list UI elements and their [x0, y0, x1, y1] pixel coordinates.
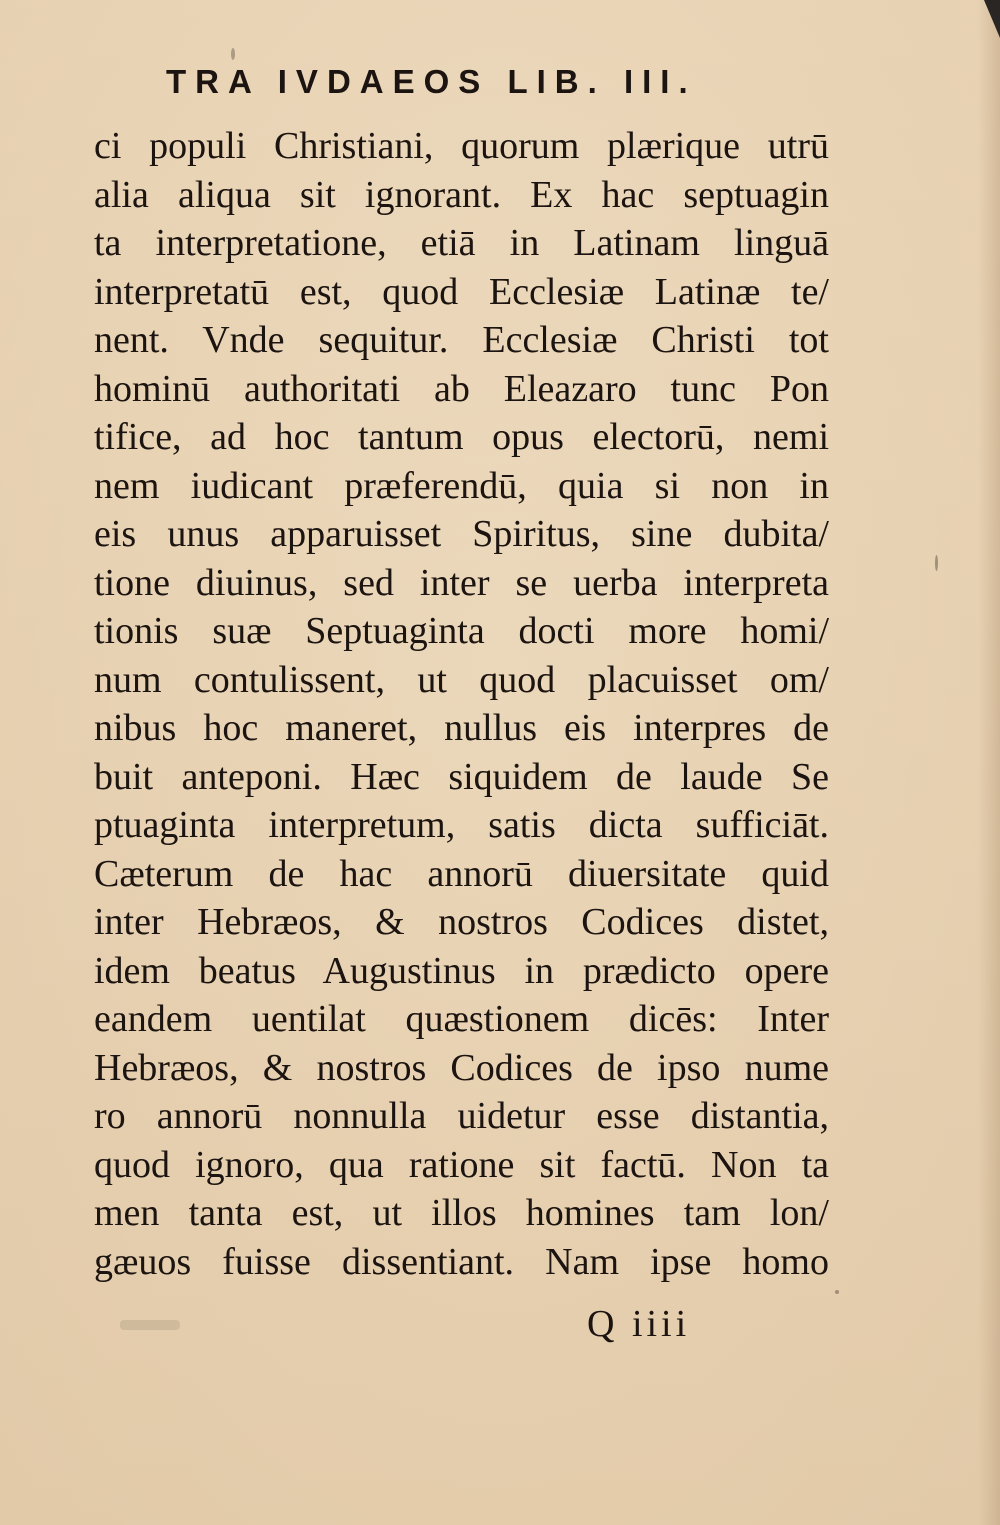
text-line: alia aliqua sit ignorant. Ex hac septuagin [94, 173, 829, 216]
ink-speck [835, 1290, 839, 1294]
text-line: hominū authoritati ab Eleazaro tunc Pon [94, 367, 829, 410]
text-line: tifice, ad hoc tantum opus electorū, nemi [94, 416, 829, 458]
signature-mark: Q iiii [587, 1303, 691, 1345]
text-line: Hebræos, & nostros Codices de ipso nume [94, 1046, 829, 1089]
text-line: num contulissent, ut quod placuisset om/ [94, 658, 829, 701]
text-line: ptuaginta interpretum, satis dicta sufficiāt. [94, 804, 829, 846]
text-line: Cæterum de hac annorū diuersitate quid [94, 852, 829, 895]
text-line: nent. Vnde sequitur. Ecclesiæ Christi tot [94, 319, 829, 361]
text-line: tionis suæ Septuaginta docti more homi/ [94, 610, 829, 652]
torn-corner [984, 0, 1000, 38]
body-text [94, 122, 829, 1286]
text-line: eandem uentilat quæstionem dicēs: Inter [94, 998, 829, 1040]
text-line: nibus hoc maneret, nullus eis interpres de [94, 707, 829, 749]
text-line: interpretatū est, quod Ecclesiæ Latinæ te/ [94, 270, 829, 313]
ink-speck [935, 555, 938, 571]
text-line: men tanta est, ut illos homines tam lon/ [94, 1192, 829, 1234]
text-line: inter Hebræos, & nostros Codices distet, [94, 901, 829, 943]
page-edge-shadow [978, 0, 1000, 1525]
text-line: idem beatus Augustinus in prædicto opere [94, 949, 829, 992]
running-head: TRA IVDAEOS LIB. III. [166, 63, 697, 100]
ink-speck [120, 1320, 180, 1330]
text-line: buit anteponi. Hæc siquidem de laude Se [94, 755, 829, 798]
text-line: eis unus apparuisset Spiritus, sine dubita/ [94, 513, 829, 555]
text-line: gæuos fuisse dissentiant. Nam ipse homo [94, 1240, 829, 1283]
text-line: ta interpretatione, etiā in Latinam linguā [94, 222, 829, 264]
text-line: nem iudicant præferendū, quia si non in [94, 464, 829, 507]
text-line: ci populi Christiani, quorum plærique utrū [94, 125, 829, 167]
text-line: tione diuinus, sed inter se uerba interpreta [94, 561, 829, 604]
text-line: ro annorū nonnulla uidetur esse distantia, [94, 1095, 829, 1137]
text-line: quod ignoro, qua ratione sit factū. Non ta [94, 1143, 829, 1186]
